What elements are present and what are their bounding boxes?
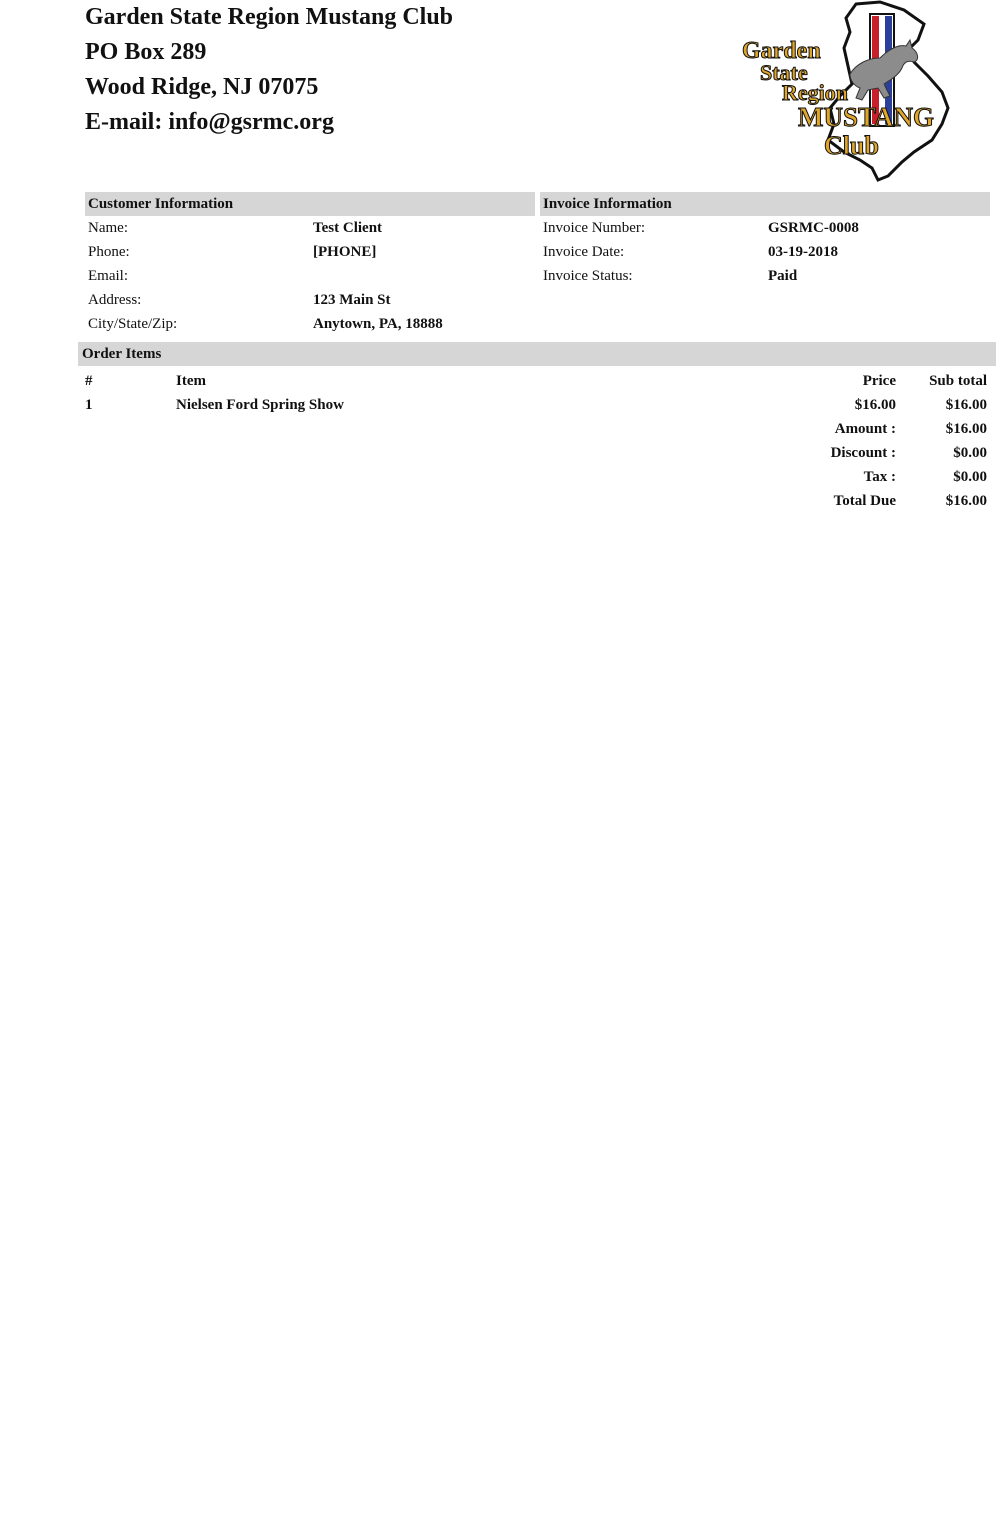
logo-text-state: State <box>760 60 808 85</box>
tax-value: $0.00 <box>953 469 987 485</box>
logo-text-mustang: MUSTANG <box>798 102 935 132</box>
total-due-value: $16.00 <box>945 493 987 509</box>
amount-value: $16.00 <box>945 421 987 437</box>
discount-label: Discount : <box>830 445 896 461</box>
order-items-header: Order Items <box>78 342 996 366</box>
customer-value: [PHONE] <box>313 244 377 260</box>
column-header-number: # <box>85 373 93 389</box>
total-due-label: Total Due <box>833 493 896 509</box>
customer-label: Email: <box>88 268 128 284</box>
logo-text-club: Club <box>824 131 879 160</box>
item-price: $16.00 <box>854 397 896 413</box>
customer-label: Phone: <box>88 244 130 260</box>
organization-city: Wood Ridge, NJ 07075 <box>85 74 319 100</box>
customer-label: City/State/Zip: <box>88 316 178 332</box>
organization-block <box>85 0 453 140</box>
invoice-label: Invoice Date: <box>543 244 625 260</box>
column-header-price: Price <box>862 373 896 389</box>
customer-value: Test Client <box>313 220 383 236</box>
column-header-subtotal: Sub total <box>929 373 987 389</box>
organization-name: Garden State Region Mustang Club <box>85 4 454 30</box>
customer-value: 123 Main St <box>313 292 391 308</box>
tax-label: Tax : <box>863 469 896 485</box>
discount-value: $0.00 <box>953 445 987 461</box>
customer-info-header: Customer Information <box>85 192 535 216</box>
invoice-label: Invoice Number: <box>543 220 646 236</box>
organization-email: E-mail: info@gsrmc.org <box>85 109 334 135</box>
item-number: 1 <box>85 397 93 413</box>
customer-label: Name: <box>88 220 128 236</box>
invoice-value: 03-19-2018 <box>768 244 838 260</box>
customer-value: Anytown, PA, 18888 <box>313 316 443 332</box>
amount-label: Amount : <box>834 421 896 437</box>
invoice-value: GSRMC-0008 <box>768 220 859 236</box>
organization-address: PO Box 289 <box>85 39 207 65</box>
status-badge: Paid <box>768 268 798 284</box>
item-name: Nielsen Ford Spring Show <box>176 397 344 413</box>
column-header-item: Item <box>176 373 206 389</box>
logo-text-region: Region <box>782 80 848 105</box>
logo-text-garden: Garden <box>742 38 821 64</box>
club-logo <box>738 0 992 182</box>
invoice-info-header: Invoice Information <box>540 192 990 216</box>
customer-label: Address: <box>88 292 142 308</box>
invoice-label: Invoice Status: <box>543 268 633 284</box>
item-subtotal: $16.00 <box>945 397 987 413</box>
